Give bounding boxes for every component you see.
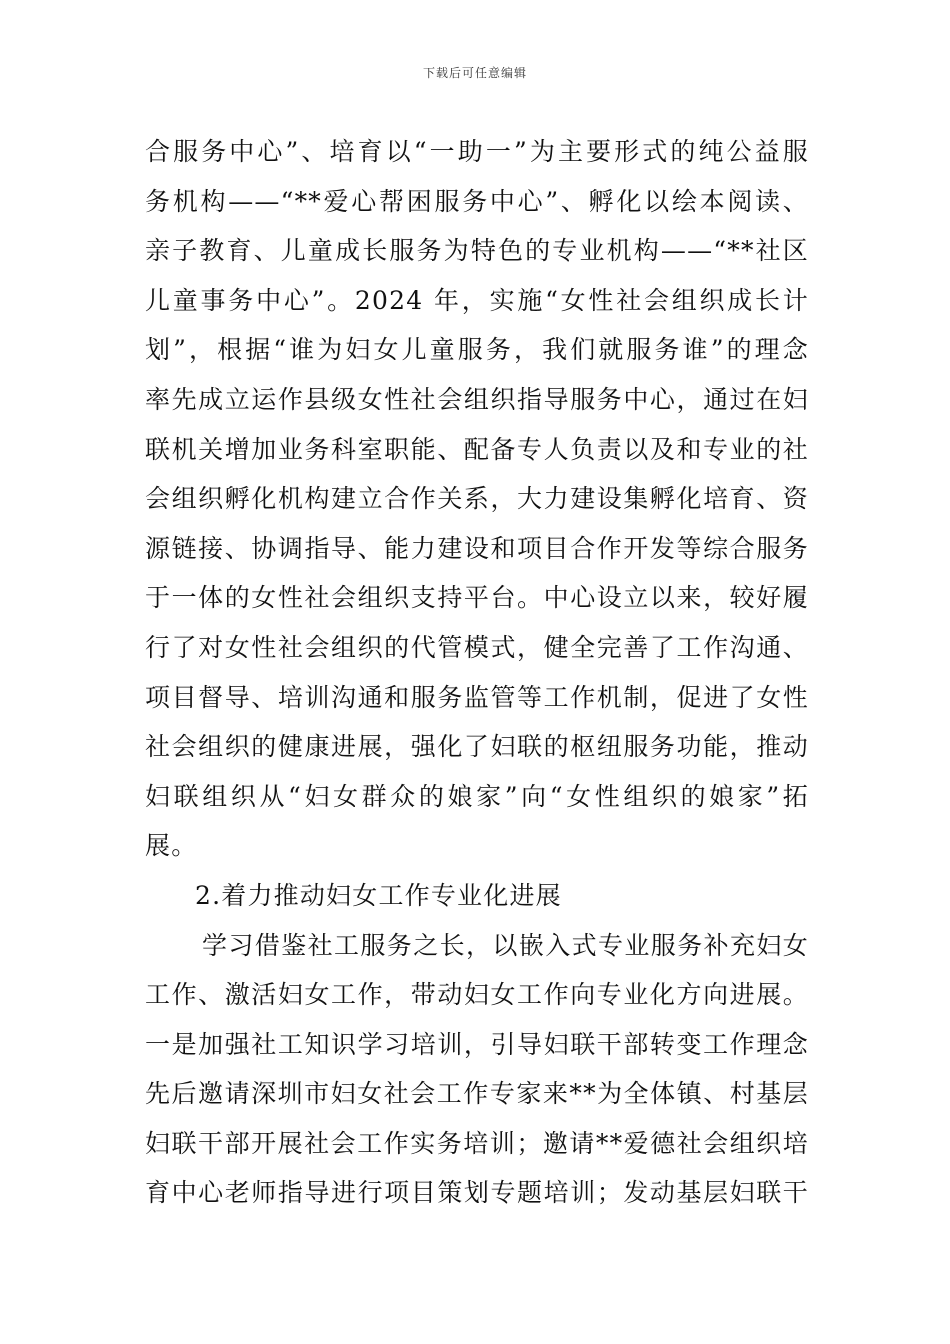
paragraph-line: 妇联组织从“妇女群众的娘家”向“女性组织的娘家”拓: [145, 781, 809, 811]
paragraph-line: 率先成立运作县级女性社会组织指导服务中心，通过在妇: [145, 384, 809, 414]
paragraph-line: 儿童事务中心”。2024 年，实施“女性社会组织成长计: [145, 285, 809, 315]
paragraph-line: 展。: [145, 831, 198, 861]
section-heading: 2.着力推动妇女工作专业化进展: [195, 880, 562, 910]
paragraph-line: 源链接、协调指导、能力建设和项目合作开发等综合服务: [145, 533, 809, 563]
paragraph-line: 妇联干部开展社会工作实务培训；邀请**爱德社会组织培: [145, 1128, 809, 1158]
paragraph-line: 行了对女性社会组织的代管模式，健全完善了工作沟通、: [145, 632, 809, 662]
paragraph-line: 联机关增加业务科室职能、配备专人负责以及和专业的社: [145, 434, 809, 464]
paragraph-line: 务机构——“**爱心帮困服务中心”、孵化以绘本阅读、: [145, 186, 809, 216]
paragraph-line: 项目督导、培训沟通和服务监管等工作机制，促进了女性: [145, 682, 809, 712]
paragraph-line: 学习借鉴社工服务之长，以嵌入式专业服务补充妇女: [202, 930, 809, 960]
paragraph-line: 合服务中心”、培育以“一助一”为主要形式的纯公益服: [145, 137, 809, 166]
paragraph-line: 社会组织的健康进展，强化了妇联的枢纽服务功能，推动: [145, 732, 809, 762]
page-header-note: 下载后可任意编辑: [422, 66, 527, 80]
paragraph-line: 先后邀请深圳市妇女社会工作专家来**为全体镇、村基层: [145, 1079, 809, 1109]
paragraph-line: 一是加强社工知识学习培训，引导妇联干部转变工作理念: [145, 1029, 809, 1059]
document-body: [145, 127, 809, 1218]
paragraph-line: 工作、激活妇女工作，带动妇女工作向专业化方向进展。: [145, 980, 809, 1010]
paragraph-line: 会组织孵化机构建立合作关系，大力建设集孵化培育、资: [145, 484, 809, 514]
paragraph-line: 划”，根据“谁为妇女儿童服务，我们就服务谁”的理念: [145, 335, 809, 365]
paragraph-line: 育中心老师指导进行项目策划专题培训；发动基层妇联干: [145, 1178, 809, 1208]
paragraph-line: 亲子教育、儿童成长服务为特色的专业机构——“**社区: [145, 236, 809, 266]
paragraph-line: 于一体的女性社会组织支持平台。中心设立以来，较好履: [145, 583, 809, 613]
